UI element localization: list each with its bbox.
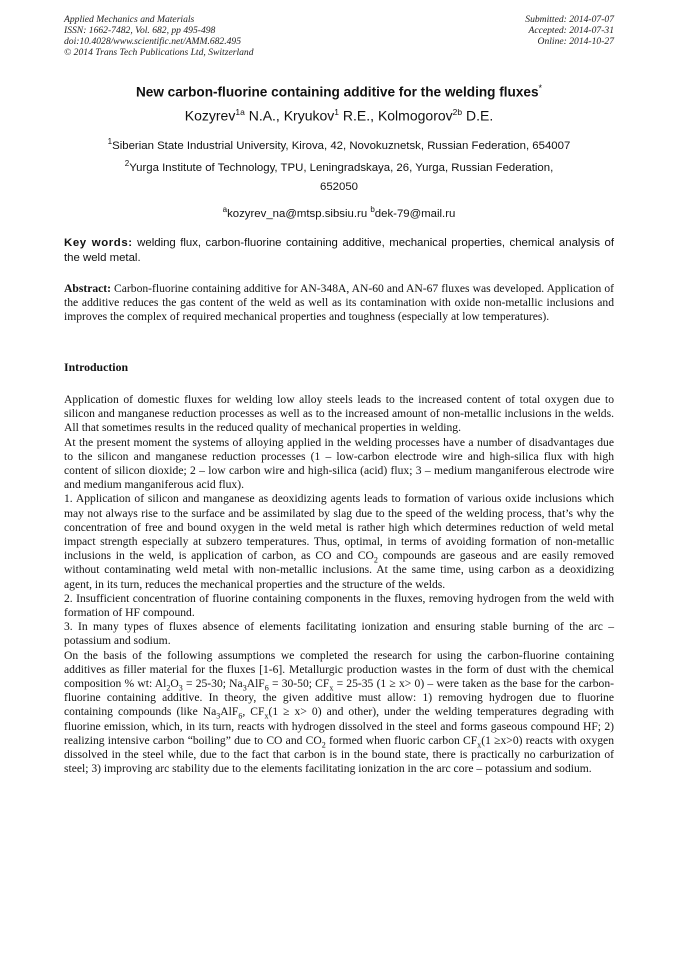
author-emails xyxy=(64,203,614,221)
author-initials: D.E. xyxy=(466,107,494,124)
intro-paragraph-3 xyxy=(64,492,614,591)
p6-sub: x xyxy=(264,711,269,721)
author-initials: R.E., xyxy=(342,107,375,124)
p6-text: O xyxy=(170,677,179,691)
abstract-label: Abstract: xyxy=(64,282,112,295)
section-heading-introduction: Introduction xyxy=(64,360,129,374)
online-date: Online: 2014-10-27 xyxy=(537,36,614,47)
email-a-mark: a xyxy=(222,205,228,214)
intro-paragraph-5: 3. In many types of fluxes absence of elements facilitating ionization and ensuring stable burning of the arc – potassium and sodium. xyxy=(64,620,614,648)
author-name: Kolmogorov xyxy=(377,107,453,124)
p6-sub: 2 xyxy=(166,683,171,693)
journal-info xyxy=(64,14,254,58)
p6-text: (1 ≥x>0) reacts with oxygen dissolved in the steel while, due to the fact that carbon is in the bound state, there is practically no carburization of steel; 3) improving arc stability due to the elements facilitating ionization in the arc core – potassium and sodium. xyxy=(64,733,615,776)
affil-2-mark: 2 xyxy=(124,159,130,168)
p6-text: , CF xyxy=(242,705,265,719)
email-b-mark: b xyxy=(370,205,375,214)
submitted-date: Submitted: 2014-07-07 xyxy=(525,14,614,25)
p6-text: = 25-35 (1 ≥ x> 0) – were taken as the base for the carbon-fluorine containing additive. In theory, the given additive must allow: 1) removing hydrogen due to fluorine containing compounds (like Na xyxy=(64,677,614,719)
intro-p3-text-a: 1. Application of silicon and manganese as deoxidizing agents leads to formation of various oxide inclusions which may not always rise to the surface and be assimilated by slag due to the speed of the welding process, that’s why the concentration of free and bound oxygen in the weld metal is rather high which determines reduction of weld metal impact strength especially at subzero temperatures. Thus, optimal, in terms of avoiding formation of non-metallic inclusions in the weld, is application of carbon, as CO and CO xyxy=(64,492,614,563)
abstract-text: Carbon-fluorine containing additive for AN-348A, AN-60 and AN-67 fluxes was developed. Application of the additive reduces the gas content of the weld as well as its contamination with oxide non-metallic inclusions and improves the complex of required mechanical properties and toughness (especially at low temperatures). xyxy=(64,282,614,324)
p6-text: AlF xyxy=(246,677,265,691)
intro-p3-sub: 2 xyxy=(373,555,378,565)
p6-text: On the basis of the following assumptions we completed the research for using the carbon-fluorine containing additives as filler material for the fluxes [1-6]. Metallurgic production wastes in the form of dust with the chemical composition % wt: Al xyxy=(64,648,614,691)
journal-name: Applied Mechanics and Materials xyxy=(64,14,195,25)
affil-1-text: Siberian State Industrial University, Kirova, 42, Novokuznetsk, Russian Federation, 654007 xyxy=(112,139,571,152)
keywords-label: Key words: xyxy=(64,237,133,249)
p6-sub: 3 xyxy=(216,711,221,721)
p6-sub: 6 xyxy=(238,711,243,721)
p6-sub: 6 xyxy=(264,683,269,693)
paper-title xyxy=(64,80,614,101)
p6-sub: 3 xyxy=(242,683,247,693)
author-name: Kozyrev xyxy=(184,107,236,124)
intro-paragraph-2: At the present moment the systems of alloying applied in the welding processes have a number of disadvantages due to the silicon and manganese reduction processes (1 – low-carbon electrode wire and high-silica flux with high content of silicon dioxide; 2 – low carbon wire and high-silica (acid) flux; 3 – medium manganiferous electrode wire and medium manganiferous acid flux). xyxy=(64,435,614,492)
author-affil-mark: 1a xyxy=(235,107,245,117)
paper-title-text: New carbon-fluorine containing additive for the welding fluxes xyxy=(135,84,539,100)
title-footnote-mark: * xyxy=(538,83,543,93)
p6-sub: 3 xyxy=(178,683,183,693)
accepted-date: Accepted: 2014-07-31 xyxy=(528,25,614,36)
p6-text: = 30-50; CF xyxy=(268,677,330,691)
p6-text: formed when fluoric carbon CF xyxy=(325,733,478,747)
affil-1-mark: 1 xyxy=(107,137,113,146)
keywords-text: welding flux, carbon-fluorine containing additive, mechanical properties, chemical analysis of the weld metal. xyxy=(64,237,614,264)
author-affil-mark: 1 xyxy=(334,107,340,117)
journal-copyright: © 2014 Trans Tech Publications Ltd, Switzerland xyxy=(64,47,254,58)
intro-p3-text-b: compounds are gaseous and are easily removed without contaminating weld metal with non-metallic inclusions. At the same time, using carbon as a deoxidizing agent, in its turn, reduces the mechanical properties and the structure of the welds. xyxy=(64,549,614,591)
submission-dates xyxy=(525,14,614,47)
p6-text: (1 ≥ x> 0) and other), under the welding temperatures degrading with fluorine emission, which, in its turn, reacts with hydrogen dissolved in the steel and forms gaseous compound HF; 2) realizing intensive carbon “boiling” due to CO and CO xyxy=(64,705,614,747)
abstract xyxy=(64,282,614,325)
affiliation-1 xyxy=(64,135,614,153)
keywords xyxy=(64,236,614,265)
journal-doi: doi:10.4028/www.scientific.net/AMM.682.495 xyxy=(64,36,242,47)
author-list xyxy=(64,104,614,125)
author-name: Kryukov xyxy=(283,107,335,124)
p6-text: AlF xyxy=(220,705,239,719)
p6-sub: 2 xyxy=(321,740,326,750)
email-b: dek-79@mail.ru xyxy=(374,207,456,220)
intro-paragraph-6 xyxy=(64,649,614,777)
p6-text: = 25-30; Na xyxy=(182,677,243,691)
affiliation-2-postcode: 652050 xyxy=(319,181,358,193)
author-affil-mark: 2b xyxy=(452,107,463,117)
intro-paragraph-4: 2. Insufficient concentration of fluorine containing components in the fluxes, removing hydrogen from the weld with formation of HF compound. xyxy=(64,591,614,620)
intro-paragraph-1: Application of domestic fluxes for welding low alloy steels leads to the increased content of total oxygen due to silicon and manganese reduction processes as well as to the increased amount of non-metallic inclusions in the welds. All that sometimes results in the reduced quality of mechanical properties in welding. xyxy=(64,393,614,435)
affil-2-text: Yurga Institute of Technology, TPU, Leningradskaya, 26, Yurga, Russian Federation, xyxy=(129,161,554,174)
journal-issn: ISSN: 1662-7482, Vol. 682, pp 495-498 xyxy=(64,25,216,36)
email-a: kozyrev_na@mtsp.sibsiu.ru xyxy=(227,207,368,220)
p6-sub: x xyxy=(477,740,482,750)
p6-sub: x xyxy=(329,683,334,693)
affiliation-2 xyxy=(64,157,614,175)
introduction-body xyxy=(64,393,614,776)
author-initials: N.A., xyxy=(248,107,280,124)
